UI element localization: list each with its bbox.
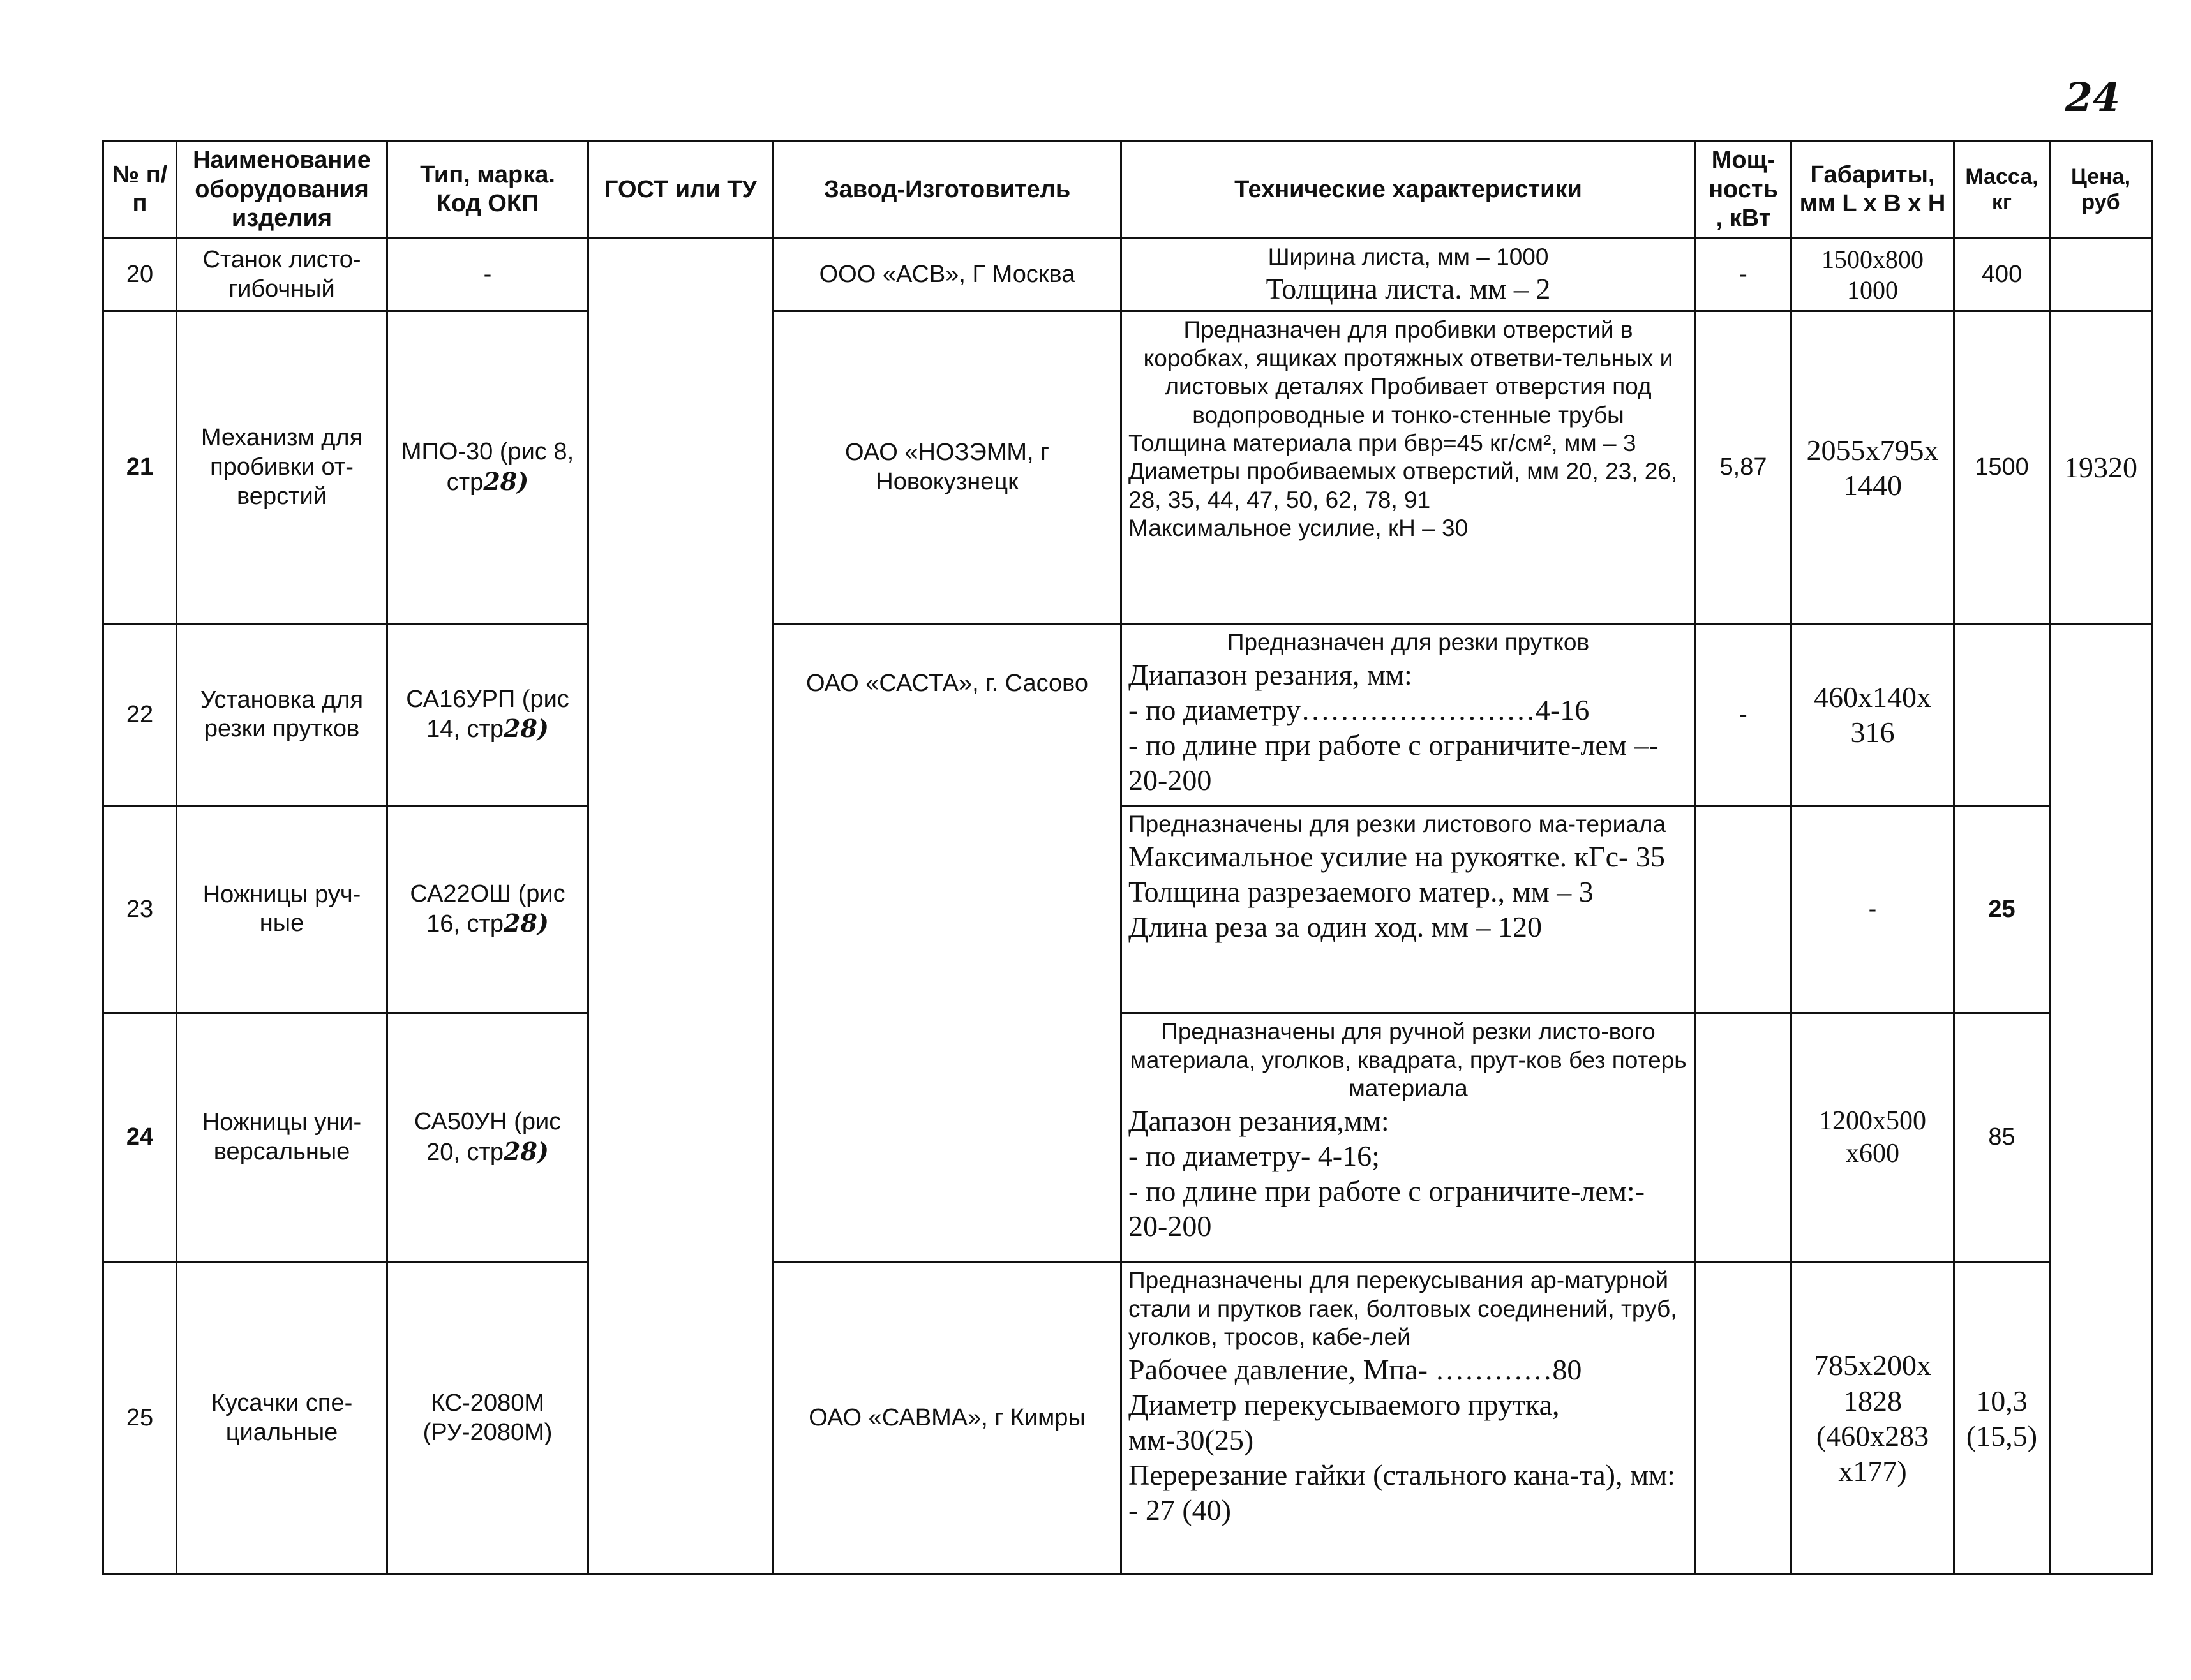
row-power: 5,87 [1696,311,1791,624]
row-mass: 1500 [1954,311,2050,624]
row-mass: 400 [1954,238,2050,311]
row-power: - [1696,238,1791,311]
row-gost [588,238,774,1575]
header-type: Тип, марка. Код ОКП [387,142,588,239]
row-specs: Предназначен для резки прутков Диапазон резания, мм: - по диаметру……………………4-16 - по длине при работе с ограничите-лем –- 20-200 [1121,624,1696,806]
row-dims: 785x200x 1828 (460x283 x177) [1791,1262,1954,1575]
header-power: Мощ-ность , кВт [1696,142,1791,239]
table-header-row [103,142,2152,239]
row-name: Станок листо-гибочный [177,238,387,311]
row-dims: 2055x795x 1440 [1791,311,1954,624]
header-gost: ГОСТ или ТУ [588,142,774,239]
row-price [2050,624,2152,1575]
row-type: СА50УН (рис 20, стр28) [387,1013,588,1262]
header-name: Наименование оборудования изделия [177,142,387,239]
table-row [103,624,2152,806]
table-row [103,1013,2152,1262]
row-mass: 10,3 (15,5) [1954,1262,2050,1575]
row-maker: ОАО «САВМА», г Кимры [774,1262,1121,1575]
row-specs: Предназначены для резки листового ма-териала Максимальное усилие на рукоятке. кГс- 35 Толщина разрезаемого матер., мм – 3 Длина реза за один ход. мм – 120 [1121,806,1696,1013]
row-mass: 85 [1954,1013,2050,1262]
row-type: СА16УРП (рис 14, стр28) [387,624,588,806]
row-specs: Ширина листа, мм – 1000 Толщина листа. мм – 2 [1121,238,1696,311]
row-type: КС-2080М (РУ-2080М) [387,1262,588,1575]
header-dims: Габариты, мм L x B x H [1791,142,1954,239]
row-power [1696,806,1791,1013]
row-power [1696,1262,1791,1575]
row-specs: Предназначен для пробивки отверстий в коробках, ящиках протяжных ответви-тельных и листовых деталях Пробивает отверстия под водопроводные и тонко-стенные трубы Толщина материала при бвр=45 кг/см², мм – 3 Диаметры пробиваемых отверстий, мм 20, 23, 26, 28, 35, 44, 47, 50, 62, 78, 91 Максимальное усилие, кН – 30 [1121,311,1696,624]
table-row [103,311,2152,624]
header-num: № п/п [103,142,177,239]
row-power [1696,1013,1791,1262]
table-row [103,1262,2152,1575]
row-dims: - [1791,806,1954,1013]
header-specs: Технические характеристики [1121,142,1696,239]
table-row [103,806,2152,1013]
row-price [2050,238,2152,311]
header-maker: Завод-Изготовитель [774,142,1121,239]
row-num: 21 [103,311,177,624]
row-num: 25 [103,1262,177,1575]
equipment-table [102,140,2153,1575]
row-mass: 25 [1954,806,2050,1013]
document-sheet [102,70,2151,1573]
row-dims: 1200x500 x600 [1791,1013,1954,1262]
table-row [103,238,2152,311]
row-type: - [387,238,588,311]
row-specs: Предназначены для ручной резки листо-вого материала, уголков, квадрата, прут-ков без потерь материала Дапазон резания,мм: - по диаметру- 4-16; - по длине при работе с ограничите-лем:- 20-200 [1121,1013,1696,1262]
row-maker: ОАО «НОЗЭММ, г Новокузнецк [774,311,1121,624]
row-num: 23 [103,806,177,1013]
row-maker: ОАО «САСТА», г. Сасово [774,624,1121,1262]
row-price: 19320 [2050,311,2152,624]
row-name: Установка для резки прутков [177,624,387,806]
header-mass: Масса, кг [1954,142,2050,239]
page-number: 24 [2065,74,2120,121]
row-power: - [1696,624,1791,806]
row-dims: 1500x800 1000 [1791,238,1954,311]
header-price: Цена, руб [2050,142,2152,239]
row-type: МПО-30 (рис 8, стр28) [387,311,588,624]
row-type: СА22ОШ (рис 16, стр28) [387,806,588,1013]
row-name: Ножницы руч-ные [177,806,387,1013]
row-mass [1954,624,2050,806]
row-name: Кусачки спе-циальные [177,1262,387,1575]
row-name: Механизм для пробивки от-верстий [177,311,387,624]
row-num: 22 [103,624,177,806]
row-specs: Предназначены для перекусывания ар-матурной стали и прутков гаек, болтовых соединений, труб, уголков, тросов, кабе-лей Рабочее давление, Мпа- …………80 Диаметр перекусываемого прутка, мм-30(25) Перерезание гайки (стального кана-та), мм: - 27 (40) [1121,1262,1696,1575]
row-maker: ООО «АСВ», Г Москва [774,238,1121,311]
row-name: Ножницы уни-версальные [177,1013,387,1262]
row-num: 24 [103,1013,177,1262]
row-num: 20 [103,238,177,311]
row-dims: 460x140x 316 [1791,624,1954,806]
